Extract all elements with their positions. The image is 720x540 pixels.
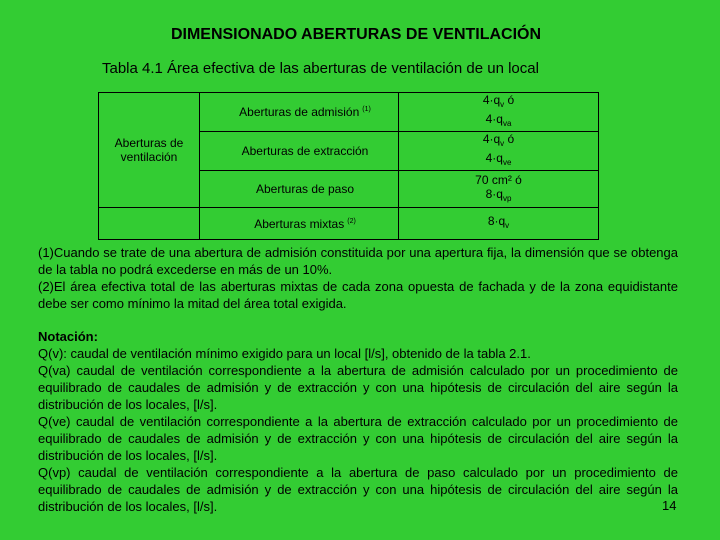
value-line: $4\cdot q_{ve}$ <box>485 151 512 167</box>
value-cell-extraction <box>399 132 599 171</box>
table-caption: Tabla 4.1 Área efectiva de las aberturas de ventilación de un local <box>102 60 539 77</box>
notation-item: Q(v): caudal de ventilación mínimo exigido para un local [l/s], obtenido de la tabla 2.1. <box>38 346 531 361</box>
table-row <box>99 208 599 240</box>
value-cell-admission <box>399 93 599 132</box>
notation-section <box>38 328 678 515</box>
value-line: $8\cdot q_v$ <box>487 214 510 230</box>
value-cell-mixed <box>399 208 599 240</box>
item-label: Aberturas de paso <box>255 182 355 196</box>
value-cell-transfer <box>399 171 599 208</box>
item-label: Aberturas de admisión <box>239 105 360 119</box>
row-header-cell <box>99 93 200 208</box>
notation-item: Q(va) caudal de ventilación correspondiente a la abertura de admisión calculado por un procedimiento de equilibrado de caudales de admisión y de extracción y con una hipótesis de circulación del aire según la distribución de los locales, [l/s]. <box>38 363 678 412</box>
value-line: $4\cdot q_v$ ó <box>482 93 515 109</box>
item-cell-mixed <box>200 208 399 240</box>
item-label: Aberturas mixtas <box>254 216 345 231</box>
value-line: 70 cm² ó <box>475 172 522 187</box>
notation-heading: Notación: <box>38 329 98 344</box>
footnote-2: (2)El área efectiva total de las aberturas mixtas de cada zona opuesta de fachada y de la zona equidistante debe ser como mínimo la mitad del área total exigida. <box>38 279 678 311</box>
footnotes <box>38 244 678 312</box>
notation-item: Q(ve) caudal de ventilación correspondiente a la abertura de extracción calculado por un procedimiento de equilibrado de caudales de admisión y de extracción y con una hipótesis de circulación del aire según la distribución de los locales, [l/s]. <box>38 414 678 463</box>
table-row <box>99 93 599 132</box>
page-title: DIMENSIONADO ABERTURAS DE VENTILACIÓN <box>170 26 542 43</box>
item-cell-extraction <box>200 132 399 171</box>
value-line: $4\cdot q_{va}$ <box>485 112 512 128</box>
empty-cell <box>99 208 200 240</box>
page-number: 14 <box>662 498 677 513</box>
item-label: Aberturas de extracción <box>241 144 369 158</box>
notation-item: Q(vp) caudal de ventilación correspondiente a la abertura de paso calculado por un procedimiento de equilibrado de caudales de admisión y de extracción y con una hipótesis de circulación del aire según la distribución de los locales, [l/s]. <box>38 465 678 514</box>
footnote-ref: (1) <box>362 106 371 113</box>
item-cell-admission <box>200 93 399 132</box>
value-line: $8\cdot q_{vp}$ <box>485 186 512 203</box>
footnote-ref: (2) <box>347 217 356 225</box>
item-cell-transfer <box>200 171 399 208</box>
ventilation-openings-table <box>98 92 599 240</box>
value-line: $4\cdot q_v$ ó <box>482 132 515 148</box>
row-header-label: Aberturas de ventilación <box>114 136 184 164</box>
footnote-1: (1)Cuando se trate de una abertura de admisión constituida por una apertura fija, la dimensión que se obtenga de la tabla no podrá excederse en más de un 10%. <box>38 245 678 277</box>
